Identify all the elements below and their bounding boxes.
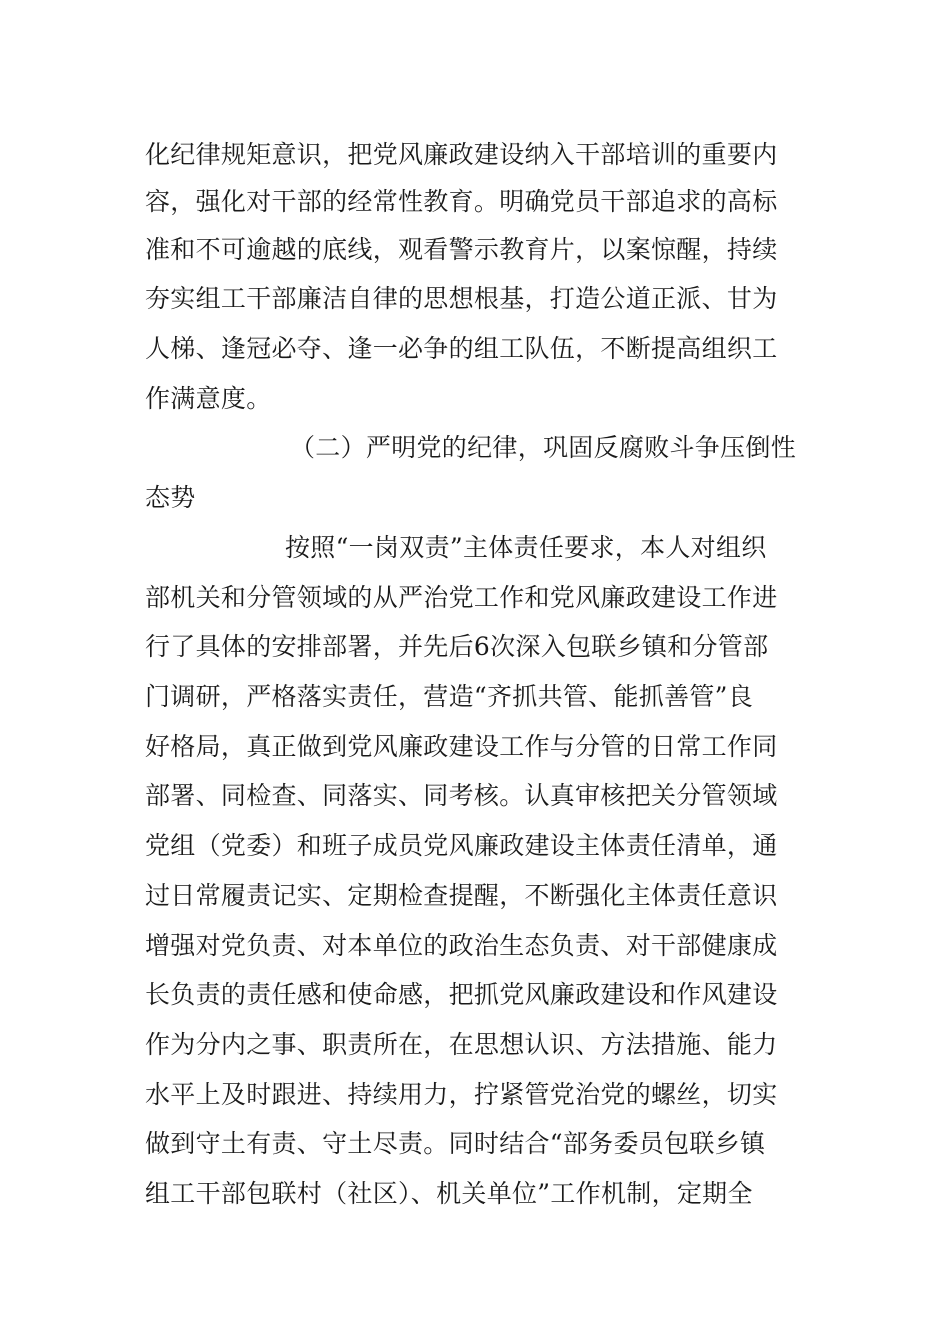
paragraph-first-line: 按照“一岗双责”主体责任要求，本人对组织	[285, 533, 767, 562]
text-line: 化纪律规矩意识，把党风廉政建设纳入干部培训的重要内	[145, 140, 778, 169]
section-heading: （二）严明党的纪律，巩固反腐败斗争压倒性	[290, 433, 797, 462]
text-line: 党组（党委）和班子成员党风廉政建设主体责任清单，通	[145, 831, 778, 860]
text-line: 好格局，真正做到党风廉政建设工作与分管的日常工作同	[145, 732, 778, 761]
text-line: 过日常履责记实、定期检查提醒，不断强化主体责任意识	[145, 881, 778, 910]
text-line: 部机关和分管领域的从严治党工作和党风廉政建设工作进	[145, 583, 778, 612]
text-line: 容，强化对干部的经常性教育。明确党员干部追求的高标	[145, 187, 778, 216]
text-line: 夯实组工干部廉洁自律的思想根基，打造公道正派、甘为	[145, 284, 778, 313]
text-line: 增强对党负责、对本单位的政治生态负责、对干部健康成	[145, 931, 778, 960]
text-line: 门调研，严格落实责任，营造“齐抓共管、能抓善管”良	[145, 682, 754, 711]
text-line: 部署、同检查、同落实、同考核。认真审核把关分管领域	[145, 781, 778, 810]
section-heading-continued: 态势	[145, 483, 196, 512]
text-line: 组工干部包联村（社区）、机关单位”工作机制，定期全	[145, 1179, 753, 1208]
text-line: 作满意度。	[145, 384, 272, 413]
text-line: 作为分内之事、职责所在，在思想认识、方法措施、能力	[145, 1030, 778, 1059]
text-line: 水平上及时跟进、持续用力，拧紧管党治党的螺丝，切实	[145, 1080, 778, 1109]
text-line: 人梯、逢冠必夺、逢一必争的组工队伍，不断提高组织工	[145, 334, 778, 363]
text-line: 准和不可逾越的底线，观看警示教育片，以案惊醒，持续	[145, 235, 778, 264]
text-line: 行了具体的安排部署，并先后6次深入包联乡镇和分管部	[145, 632, 769, 661]
text-line: 长负责的责任感和使命感，把抓党风廉政建设和作风建设	[145, 980, 778, 1009]
text-line: 做到守土有责、守土尽责。同时结合“部务委员包联乡镇	[145, 1129, 766, 1158]
